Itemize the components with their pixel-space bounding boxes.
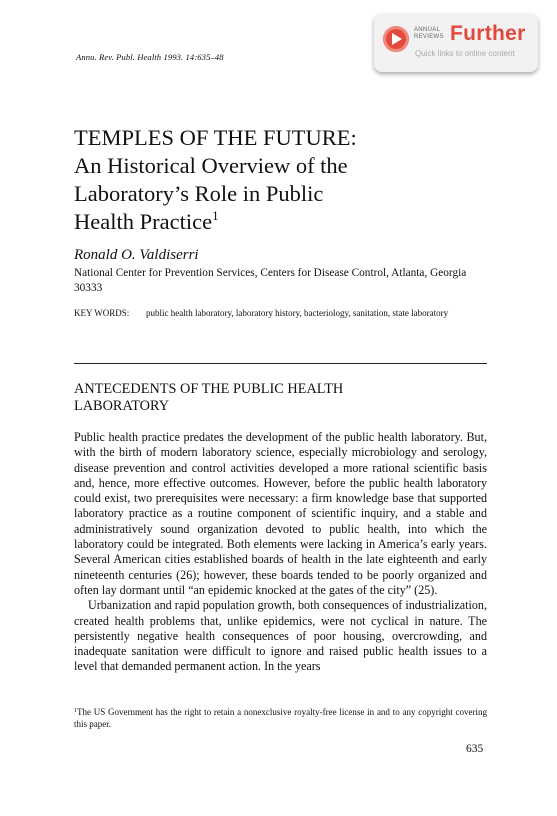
keywords-list: public health laboratory, laboratory history, bacteriology, sanitation, state laboratory [146, 308, 449, 318]
page-number: 635 [466, 743, 484, 755]
badge-subtitle: Quick links to online content [415, 49, 515, 58]
paragraph: Urbanization and rapid population growth, both consequences of industrialization, created health problems that, unlike epidemics, were not cyclical in nature. The persistently negative health consequences of poor housing, overcrowding, and inadequate sanitation were difficult to ignore and raised public health issues to a level that demanded permanent action. In the years [74, 598, 487, 674]
section-heading-line: ANTECEDENTS OF THE PUBLIC HEALTH [74, 381, 344, 397]
footnote-mark: 1 [74, 708, 77, 714]
journal-citation: Annu. Rev. Publ. Health 1993. 14:635–48 [76, 52, 224, 62]
section-heading [74, 381, 404, 415]
badge-further-text: Further [450, 22, 526, 45]
further-badge[interactable] [374, 14, 538, 72]
footnote-text: The US Government has the right to retain a nonexclusive royalty-free license in and to any copyright covering this paper. [74, 707, 487, 729]
badge-publisher [414, 27, 444, 41]
title-line: TEMPLES OF THE FUTURE: [74, 125, 357, 150]
keywords-label: KEY WORDS: [74, 308, 130, 318]
author-affiliation: National Center for Prevention Services, Centers for Disease Control, Atlanta, Georgia 30333 [74, 267, 467, 294]
paragraph: Public health practice predates the development of the public health laboratory. But, with the birth of modern laboratory science, especially microbiology and serology, disease prevention and control activities developed a more rational scientific basis and, hence, more effective outcomes. However, before the public health laboratory could exist, two prerequisites were necessary: a firm knowledge base that supported laboratory practice as a routine component of scientific inquiry, and a stable and administratively sound organization devoted to public health, into which the laboratory could be integrated. Both elements were lacking in America’s early years. Several American cities established boards of health in the late eighteenth and early nineteenth centuries (26); however, these boards tended to be poorly organized and often lay dormant until “an epidemic knocked at the gates of the city” (25). [74, 430, 487, 597]
badge-annual-text: ANNUAL [414, 27, 441, 33]
title-line: An Historical Overview of the [74, 153, 348, 178]
title-line: Laboratory’s Role in Public [74, 181, 324, 206]
author-name: Ronald O. Valdiserri [74, 247, 199, 263]
article-title [74, 124, 494, 236]
badge-reviews-text: REVIEWS [414, 34, 444, 40]
title-footnote-mark: 1 [212, 208, 219, 223]
section-heading-line: LABORATORY [74, 398, 170, 414]
divider-rule [74, 363, 487, 364]
body-text [74, 430, 487, 675]
keywords [74, 307, 494, 319]
title-line: Health Practice [74, 209, 213, 234]
footnote [74, 706, 487, 730]
annual-reviews-logo-icon [383, 26, 409, 52]
